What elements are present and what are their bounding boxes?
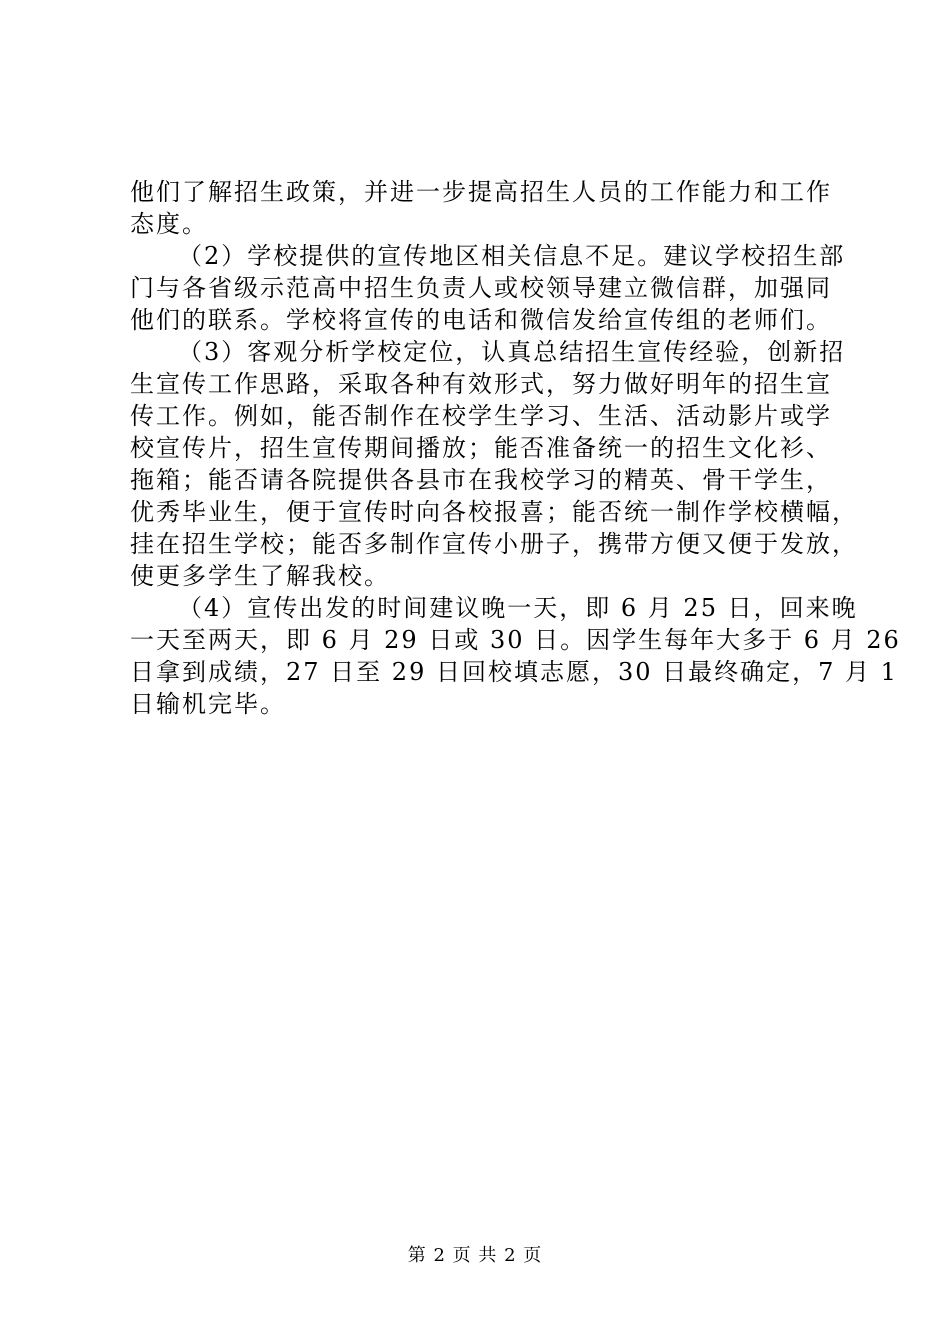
paragraph-3-line-3: 传工作。例如，能否制作在校学生学习、生活、活动影片或学 (130, 402, 832, 430)
paragraph-1-line-1: 他们了解招生政策，并进一步提高招生人员的工作能力和工作 (130, 178, 832, 206)
paragraph-3-line-6: 优秀毕业生，便于宣传时向各校报喜；能否统一制作学校横幅， (130, 498, 858, 526)
paragraph-3-line-4: 校宣传片，招生宣传期间播放；能否准备统一的招生文化衫、 (130, 434, 832, 462)
document-body (130, 176, 901, 720)
paragraph-2-line-1: （2）学校提供的宣传地区相关信息不足。建议学校招生部 (178, 242, 846, 270)
paragraph-4-line-4: 日输机完毕。 (130, 690, 286, 718)
paragraph-2-line-3: 他们的联系。学校将宣传的电话和微信发给宣传组的老师们。 (130, 306, 832, 334)
paragraph-2-line-2: 门与各省级示范高中招生负责人或校领导建立微信群，加强同 (130, 274, 832, 302)
paragraph-4-line-3: 日拿到成绩，27 日至 29 日回校填志愿，30 日最终确定，7 月 1 (130, 658, 898, 686)
paragraph-4-line-1: （4）宣传出发的时间建议晚一天，即 6 月 25 日，回来晚 (178, 594, 858, 622)
paragraph-4-line-2: 一天至两天，即 6 月 29 日或 30 日。因学生每年大多于 6 月 26 (130, 626, 901, 654)
page-number-footer: 第 2 页 共 2 页 (407, 1245, 543, 1266)
paragraph-3-line-1: （3）客观分析学校定位，认真总结招生宣传经验，创新招 (178, 338, 846, 366)
paragraph-3-line-2: 生宣传工作思路，采取各种有效形式，努力做好明年的招生宣 (130, 370, 832, 398)
paragraph-3-line-7: 挂在招生学校；能否多制作宣传小册子，携带方便又便于发放， (130, 530, 858, 558)
paragraph-3-line-8: 使更多学生了解我校。 (130, 562, 390, 590)
paragraph-3-line-5: 拖箱；能否请各院提供各县市在我校学习的精英、骨干学生， (130, 466, 832, 494)
paragraph-1-line-2: 态度。 (130, 210, 208, 238)
